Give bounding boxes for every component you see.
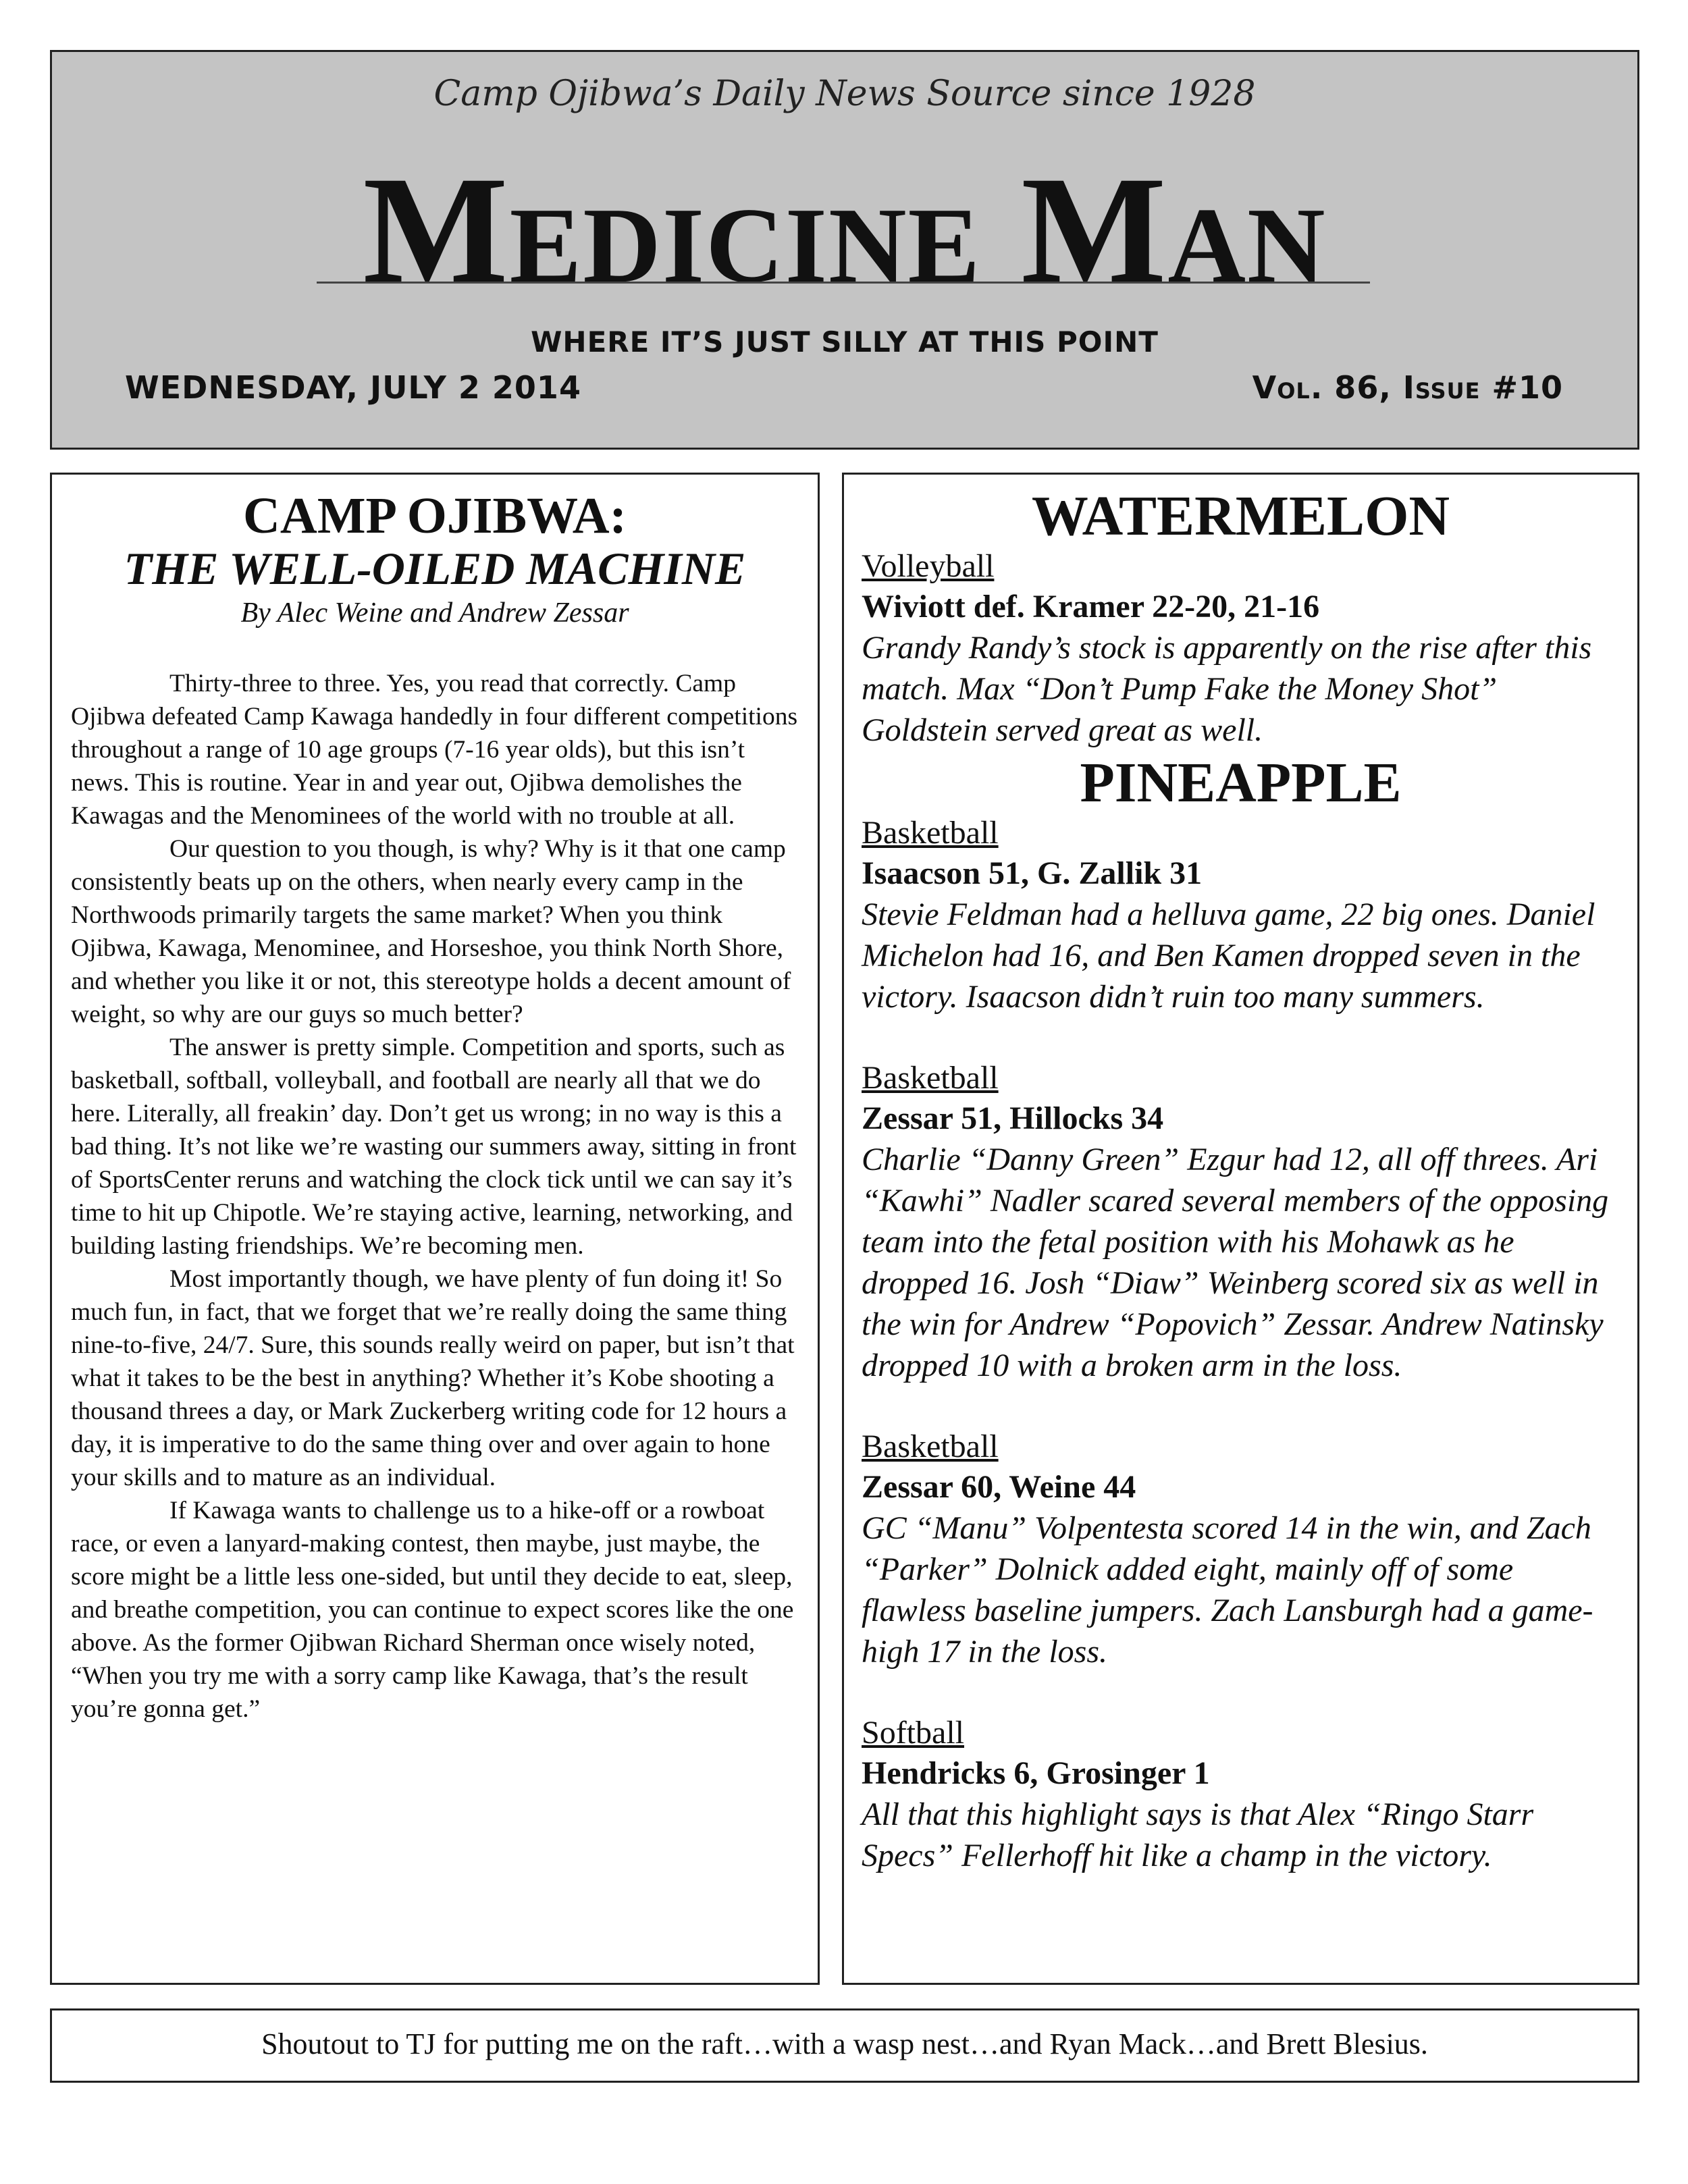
game-note: GC “Manu” Volpentesta scored 14 in the win, and Zach “Parker” Dolnick added eight, mainly off of some flawless baseline jumpers. Zach Lansburgh had a game-high 17 in the loss.	[862, 1510, 1593, 1670]
article-paragraph: The answer is pretty simple. Competition and sports, such as basketball, softball, volleyball, and football are nearly all that we do here. Literally, all freakin’ day. Don’t get us wrong; in no way is this a bad thing. It’s not like we’re wasting our summers away, sitting in front of SportsCenter reruns and watching the clock tick until we can say it’s time to hit up Chipotle. We’re staying active, learning, networking, and building lasting friendships. We’re becoming men.	[71, 1033, 797, 1260]
article-headline: CAMP OJIBWA:	[243, 487, 627, 544]
game-note: Stevie Feldman had a helluva game, 22 big ones. Daniel Michelon had 16, and Ben Kamen dropped seven in the victory. Isaacson didn’t ruin too many summers.	[862, 897, 1595, 1015]
game-result	[844, 1427, 1637, 1672]
game-score: Hendricks 6, Grosinger 1	[862, 1755, 1210, 1792]
game-sport: Basketball	[862, 815, 999, 851]
game-score: Wiviott def. Kramer 22-20, 21-16	[862, 589, 1320, 625]
section-heading-watermelon: WATERMELON	[1031, 485, 1450, 548]
spacer	[844, 1017, 1637, 1058]
shoutout-text: Shoutout to TJ for putting me on the raft…with a wasp nest…and Ryan Mack…and Brett Blesius.	[261, 2027, 1428, 2060]
masthead-tagline: Camp Ojibwa’s Daily News Source since 1928	[433, 74, 1256, 114]
game-sport: Softball	[862, 1715, 964, 1751]
game-score: Zessar 60, Weine 44	[862, 1469, 1136, 1506]
feature-article	[50, 473, 820, 1985]
article-paragraph: Most importantly though, we have plenty of fun doing it! So much fun, in fact, that we forget that we’re really doing the same thing nine-to-five, 24/7. Sure, this sounds really weird on paper, but isn’t that what it takes to be the best in anything? Whether it’s Kobe shooting a thousand threes a day, or Mark Zuckerberg writing code for 12 hours a day, it is imperative to do the same thing over and over again to hone your skills and to mature as an individual.	[71, 1264, 795, 1491]
game-sport: Volleyball	[862, 548, 995, 585]
game-note: All that this highlight says is that Alex “Ringo Starr Specs” Fellerhoff hit like a champ in the victory.	[862, 1796, 1534, 1874]
footer-shoutout	[50, 2008, 1639, 2083]
game-result	[844, 1058, 1637, 1386]
game-sport: Basketball	[862, 1060, 999, 1096]
game-note: Grandy Randy’s stock is apparently on the rise after this match. Max “Don’t Pump Fake the Money Shot” Goldstein served great as well.	[862, 630, 1592, 749]
article-subheadline: THE WELL-OILED MACHINE	[124, 542, 746, 594]
game-results	[842, 473, 1639, 1985]
spacer	[844, 1672, 1637, 1713]
game-note: Charlie “Danny Green” Ezgur had 12, all off threes. Ari “Kawhi” Nadler scared several members of the opposing team into the fetal position with his Mohawk as he dropped 16. Josh “Diaw” Weinberg scored six as well in the win for Andrew “Popovich” Zessar. Andrew Natinsky dropped 10 with a broken arm in the loss.	[862, 1142, 1609, 1384]
article-body	[52, 629, 818, 1726]
game-sport: Basketball	[862, 1429, 999, 1465]
game-score: Isaacson 51, G. Zallik 31	[862, 855, 1203, 892]
title-underline	[317, 282, 1370, 284]
article-byline: By Alec Weine and Andrew Zessar	[240, 597, 629, 629]
game-result	[844, 813, 1637, 1017]
issue-date: WEDNESDAY, JULY 2 2014	[125, 369, 581, 406]
article-paragraph: If Kawaga wants to challenge us to a hike-off or a rowboat race, or even a lanyard-making contest, then maybe, just maybe, the score might be a little less one-sided, but until they decide to eat, sleep, and breathe competition, you can continue to expect scores like the one above. As the former Ojibwan Richard Sherman once wisely noted, “When you try me with a sorry camp like Kawaga, that’s the result you’re gonna get.”	[71, 1496, 794, 1723]
issue-number: Vol. 86, Issue #10	[1252, 369, 1563, 406]
spacer	[844, 1386, 1637, 1427]
section-heading-pineapple: PINEAPPLE	[1080, 751, 1402, 815]
article-paragraph: Our question to you though, is why? Why is it that one camp consistently beats up on the others, when nearly every camp in the Northwoods primarily targets the same market? When you think Ojibwa, Kawaga, Menominee, and Horseshoe, you think North Shore, and whether you like it or not, this stereotype holds a decent amount of weight, so why are our guys so much better?	[71, 834, 791, 1028]
masthead	[50, 50, 1639, 450]
game-result	[844, 1713, 1637, 1876]
article-paragraph: Thirty-three to three. Yes, you read that correctly. Camp Ojibwa defeated Camp Kawaga handedly in four different competitions throughout a range of 10 age groups (7-16 year olds), but this isn’t news. This is routine. Year in and year out, Ojibwa demolishes the Kawagas and the Menominees of the world with no trouble at all.	[71, 669, 798, 830]
game-result	[844, 546, 1637, 751]
masthead-slogan: WHERE IT’S JUST SILLY AT THIS POINT	[531, 325, 1159, 358]
game-score: Zessar 51, Hillocks 34	[862, 1100, 1164, 1137]
newspaper-title: Medicine Man	[363, 145, 1327, 315]
